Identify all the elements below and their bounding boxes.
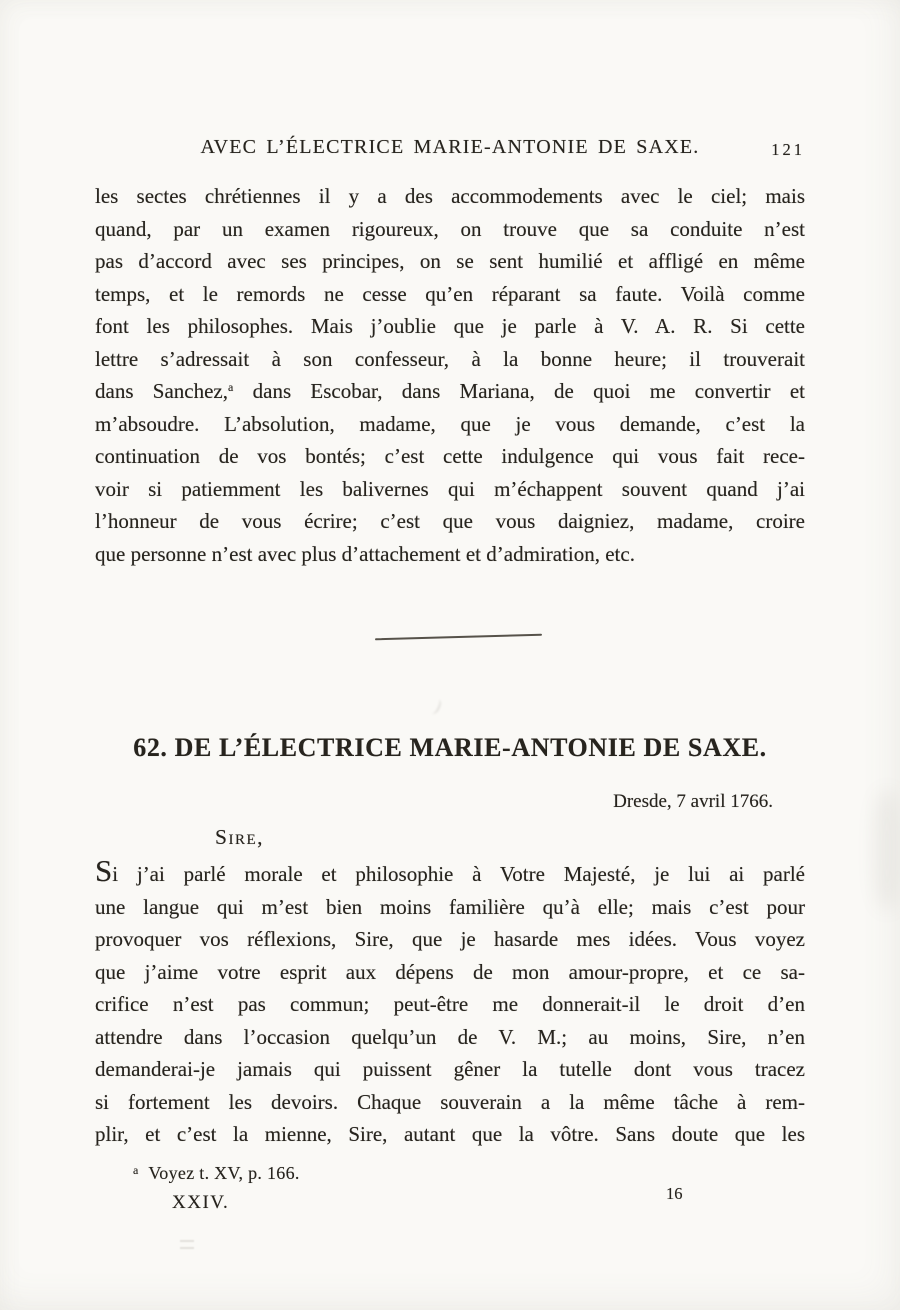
text-line: attendre dans l’occasion quelqu’un de V. M.; au moins, Sire, n’en bbox=[95, 1024, 805, 1049]
letter-dateline: Dresde, 7 avril 1766. bbox=[613, 791, 773, 812]
text-line: l’honneur de vous écrire; c’est que vous daigniez, madame, croire bbox=[95, 509, 805, 533]
text-line: lettre s’adressait à son confesseur, à la bonne heure; il trouverait bbox=[95, 346, 805, 371]
text-line: que j’aime votre esprit aux dépens de mon amour-propre, et ce sa- bbox=[95, 959, 805, 984]
footnote-reference-marker: a bbox=[228, 380, 234, 394]
footnote-text: Voyez t. XV, p. 166. bbox=[148, 1163, 300, 1183]
opening-initial-capital: S bbox=[95, 853, 113, 888]
footnote-marker: a bbox=[133, 1163, 139, 1177]
letter-salutation: Sire, bbox=[215, 825, 264, 849]
text-segment: dans Escobar, dans Mariana, de quoi me convertir et bbox=[233, 379, 805, 403]
text-line-with-footnote-ref bbox=[95, 375, 805, 408]
text-segment: i j’ai parlé morale et philosophie à Votre Majesté, je lui ai parlé bbox=[112, 862, 805, 886]
text-line: une langue qui m’est bien moins familière qu’à elle; mais c’est pour bbox=[95, 894, 805, 919]
section-divider-rule bbox=[375, 634, 542, 641]
text-line: crifice n’est pas commun; peut-être me donnerait-il le droit d’en bbox=[95, 992, 805, 1016]
text-line: si fortement les devoirs. Chaque souverain a la même tâche à rem- bbox=[95, 1089, 805, 1114]
text-segment: dans Sanchez, bbox=[95, 379, 228, 403]
page-number: 121 bbox=[771, 140, 805, 159]
letter-61-continuation bbox=[95, 180, 805, 570]
text-line-opening bbox=[95, 853, 805, 891]
text-line: continuation de vos bontés; c’est cette indulgence qui vous fait rece- bbox=[95, 444, 805, 468]
letter-62-body bbox=[95, 853, 805, 1151]
running-title: AVEC L’ÉLECTRICE MARIE-ANTONIE DE SAXE. bbox=[200, 136, 700, 158]
volume-signature-mark: XXIV. bbox=[172, 1192, 230, 1213]
text-line: les sectes chrétiennes il y a des accommodements avec le ciel; mais bbox=[95, 184, 805, 208]
text-line: que personne n’est avec plus d’attachement et d’admiration, etc. bbox=[95, 541, 635, 566]
text-line: m’absoudre. L’absolution, madame, que je vous demande, c’est la bbox=[95, 411, 805, 436]
scan-speck bbox=[425, 696, 442, 715]
text-line: font les philosophes. Mais j’oublie que je parle à V. A. R. Si cette bbox=[95, 314, 805, 338]
text-line: plir, et c’est la mienne, Sire, autant que la vôtre. Sans doute que les bbox=[95, 1122, 805, 1146]
footnote bbox=[133, 1163, 300, 1184]
letter-62-heading: 62. DE L’ÉLECTRICE MARIE-ANTONIE DE SAXE. bbox=[133, 733, 767, 762]
sheet-gathering-number: 16 bbox=[666, 1184, 683, 1203]
text-line: temps, et le remords ne cesse qu’en réparant sa faute. Voilà comme bbox=[95, 281, 805, 306]
text-line: quand, par un examen rigoureux, on trouve que sa conduite n’est bbox=[95, 216, 805, 241]
scan-shadow bbox=[874, 790, 900, 910]
text-line: pas d’accord avec ses principes, on se sent humilié et affligé en même bbox=[95, 249, 805, 273]
text-line: voir si patiemment les balivernes qui m’échappent souvent quand j’ai bbox=[95, 476, 805, 501]
text-line: provoquer vos réflexions, Sire, que je hasarde mes idées. Vous voyez bbox=[95, 927, 805, 951]
text-line: demanderai-je jamais qui puissent gêner la tutelle dont vous tracez bbox=[95, 1057, 805, 1081]
scan-speck bbox=[180, 1240, 194, 1249]
